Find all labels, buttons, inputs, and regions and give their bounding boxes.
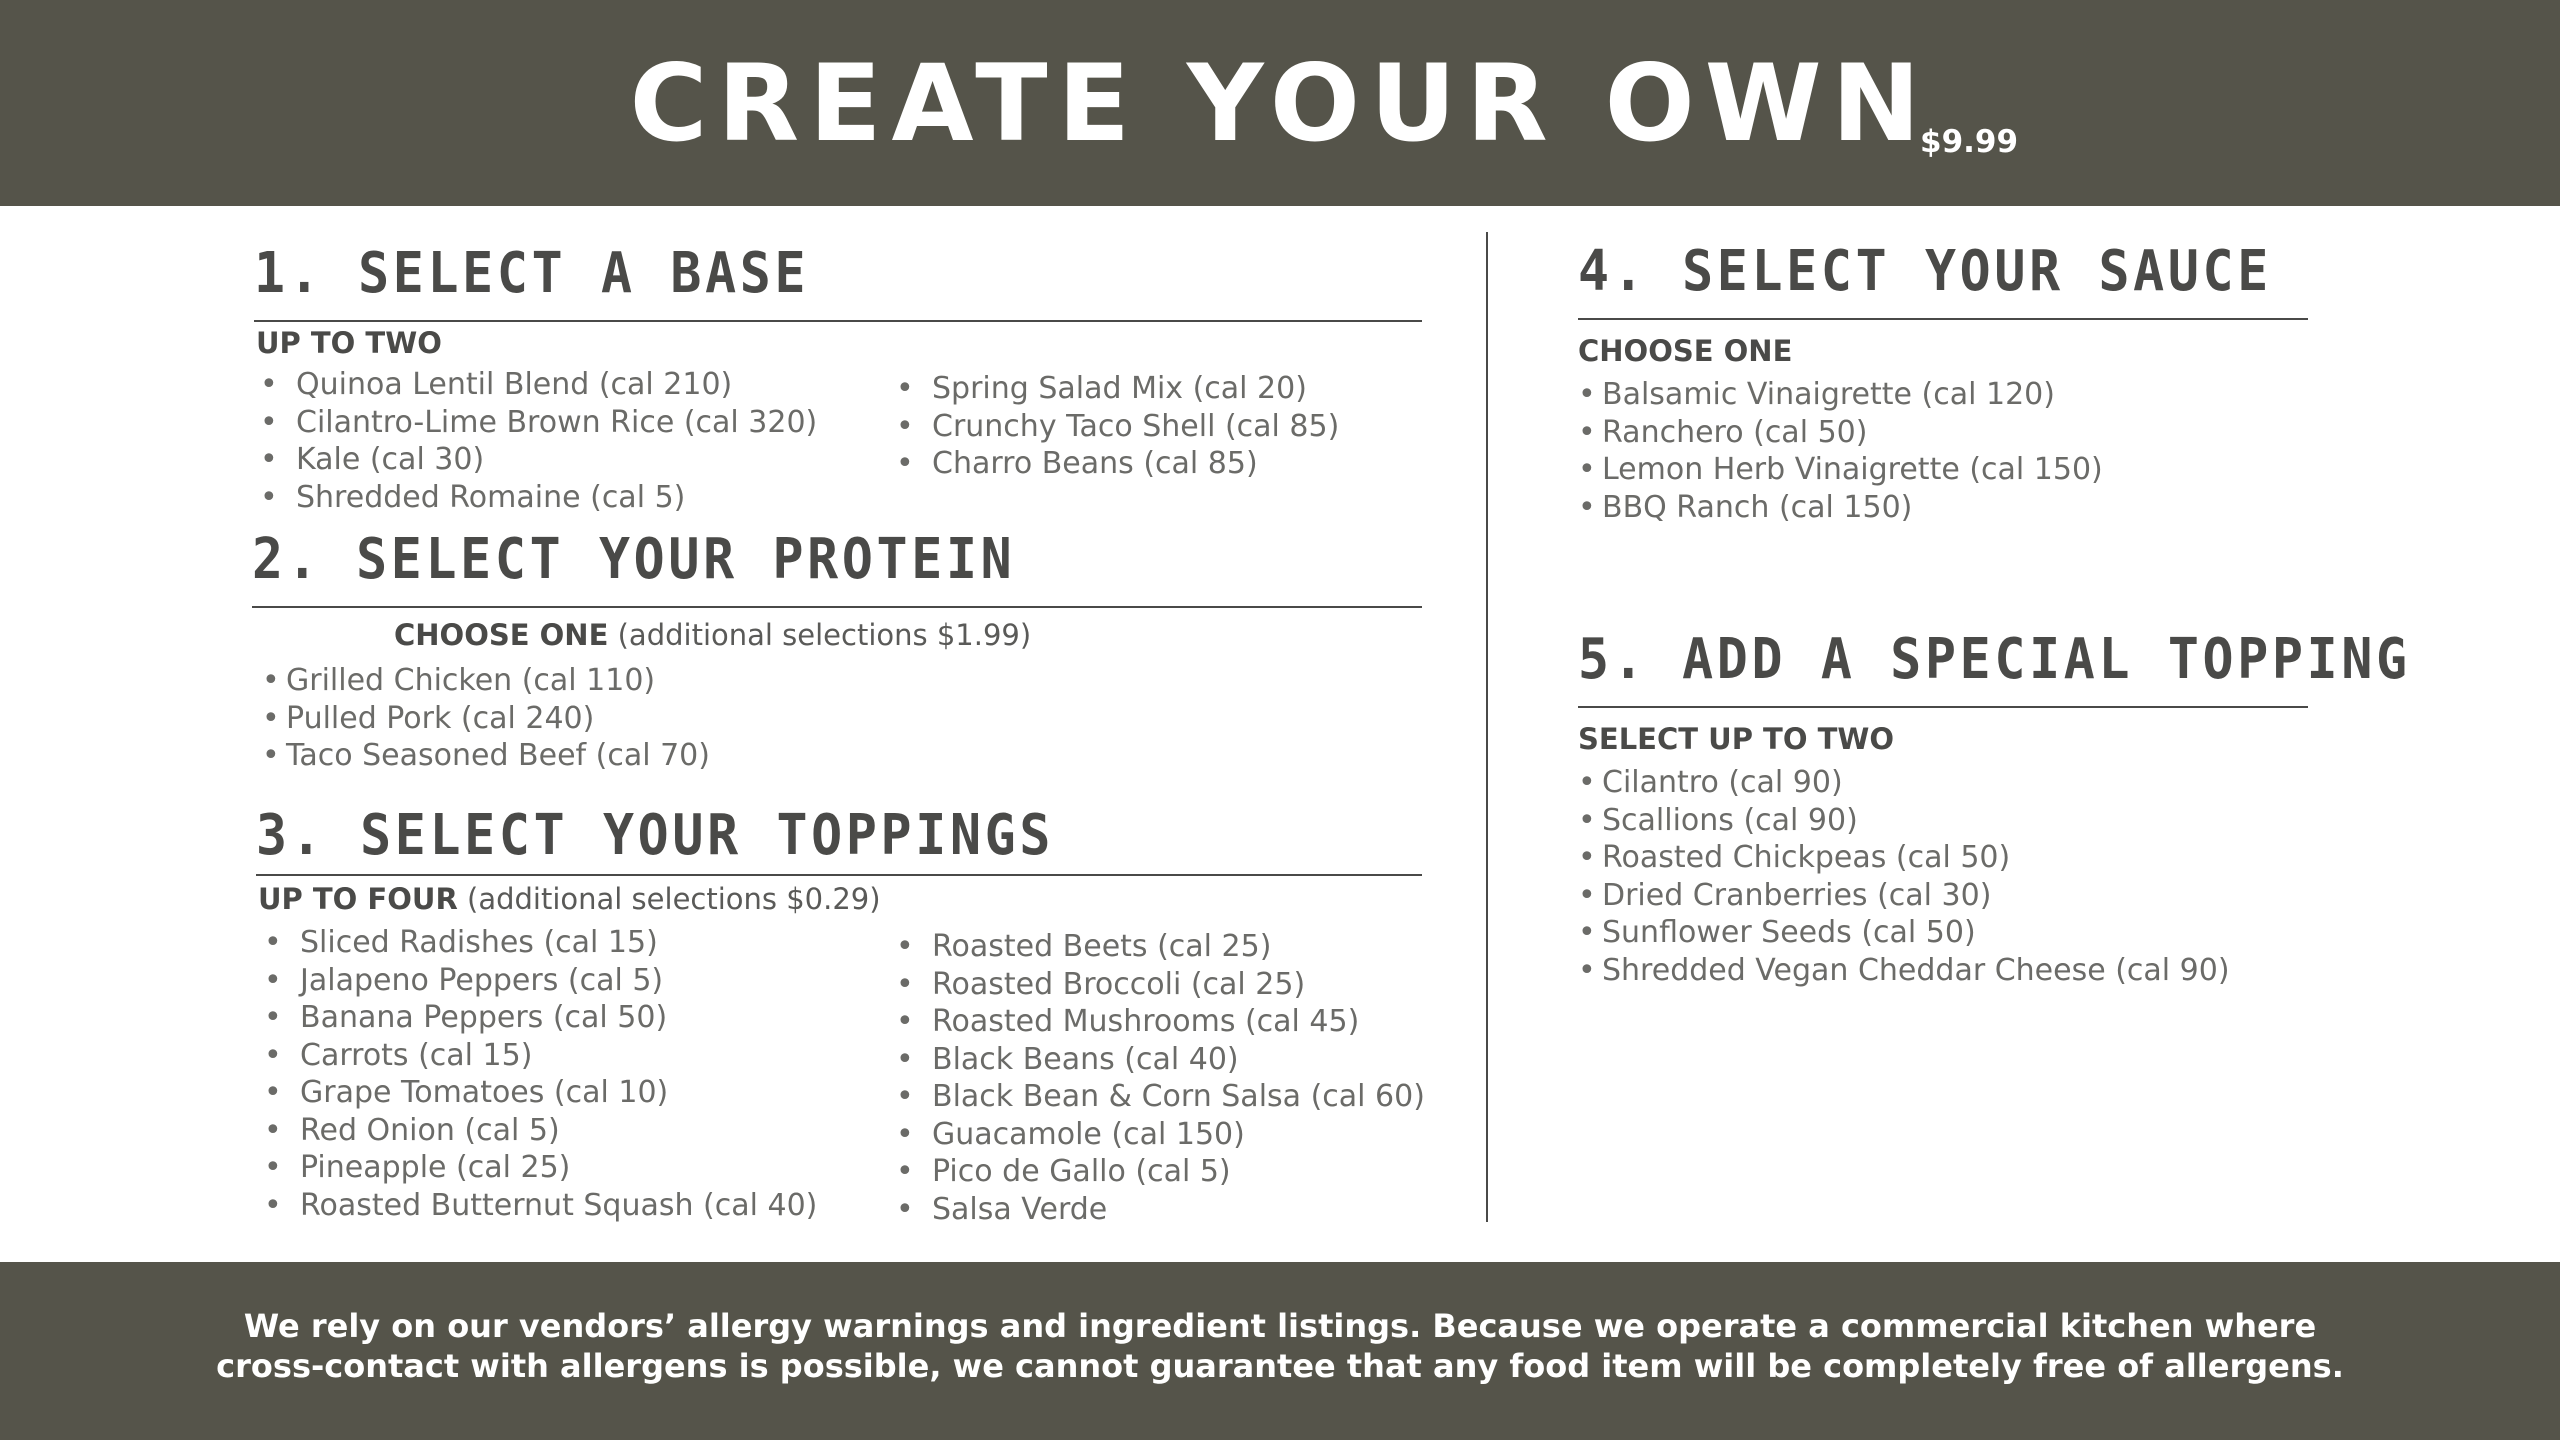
list-item: • Spring Salad Mix (cal 20): [892, 370, 1339, 408]
list-item: • Pulled Pork (cal 240): [262, 700, 710, 738]
disclaimer-line-2: cross-contact with allergens is possible, we cannot guarantee that any food item will be completely free of allergens.: [216, 1347, 2344, 1385]
list-item: • Black Bean & Corn Salsa (cal 60): [892, 1078, 1425, 1116]
list-item: • Black Beans (cal 40): [892, 1041, 1425, 1079]
section-heading-base: 1. SELECT A BASE: [254, 241, 810, 306]
list-item: • Cilantro (cal 90): [1578, 764, 2230, 802]
section-heading-toppings: 3. SELECT YOUR TOPPINGS: [256, 803, 1055, 868]
special-list: [1578, 764, 2230, 989]
list-item: • Cilantro-Lime Brown Rice (cal 320): [256, 404, 817, 442]
section-heading-protein: 2. SELECT YOUR PROTEIN: [252, 527, 1016, 592]
special-rule-label: [1578, 722, 1894, 756]
toppings-list-col1: [260, 924, 817, 1224]
section-heading-special: 5. ADD A SPECIAL TOPPING: [1578, 627, 2411, 692]
toppings-limit-text: UP TO FOUR: [258, 882, 458, 916]
list-item: • BBQ Ranch (cal 150): [1578, 489, 2103, 527]
list-item: • Crunchy Taco Shell (cal 85): [892, 408, 1339, 446]
list-item: • Lemon Herb Vinaigrette (cal 150): [1578, 451, 2103, 489]
list-item: • Roasted Chickpeas (cal 50): [1578, 839, 2230, 877]
base-rule-label: [256, 326, 442, 360]
list-item: • Kale (cal 30): [256, 441, 817, 479]
list-item: • Shredded Romaine (cal 5): [256, 479, 817, 517]
list-item: • Guacamole (cal 150): [892, 1116, 1425, 1154]
section-rule-sauce: [1578, 318, 2308, 320]
protein-limit-text: CHOOSE ONE: [394, 618, 609, 652]
list-item: • Jalapeno Peppers (cal 5): [260, 962, 817, 1000]
list-item: • Banana Peppers (cal 50): [260, 999, 817, 1037]
sauce-rule-label: [1578, 334, 1792, 368]
list-item: • Shredded Vegan Cheddar Cheese (cal 90): [1578, 952, 2230, 990]
list-item: • Sliced Radishes (cal 15): [260, 924, 817, 962]
protein-list: [262, 662, 710, 775]
protein-rule-label: [394, 618, 1031, 652]
list-item: • Roasted Mushrooms (cal 45): [892, 1003, 1425, 1041]
list-item: • Roasted Beets (cal 25): [892, 928, 1425, 966]
column-divider: [1486, 232, 1488, 1222]
sauce-list: [1578, 376, 2103, 526]
list-item: • Taco Seasoned Beef (cal 70): [262, 737, 710, 775]
list-item: • Carrots (cal 15): [260, 1037, 817, 1075]
toppings-extra-note: (additional selections $0.29): [467, 882, 881, 916]
list-item: • Grape Tomatoes (cal 10): [260, 1074, 817, 1112]
list-item: • Roasted Broccoli (cal 25): [892, 966, 1425, 1004]
section-rule-special: [1578, 706, 2308, 708]
allergen-disclaimer: [160, 1306, 2400, 1386]
list-item: • Ranchero (cal 50): [1578, 414, 2103, 452]
list-item: • Roasted Butternut Squash (cal 40): [260, 1187, 817, 1225]
section-rule-toppings: [256, 874, 1422, 876]
disclaimer-line-1: We rely on our vendors’ allergy warnings and ingredient listings. Because we operate a commercial kitchen where: [243, 1307, 2317, 1345]
menu-title: [0, 42, 2560, 165]
menu-price: $9.99: [1920, 124, 2019, 160]
section-rule-base: [254, 320, 1422, 322]
section-rule-protein: [252, 606, 1422, 608]
special-limit-text: SELECT UP TO TWO: [1578, 722, 1894, 756]
protein-extra-note: (additional selections $1.99): [617, 618, 1032, 652]
list-item: • Scallions (cal 90): [1578, 802, 2230, 840]
list-item: • Red Onion (cal 5): [260, 1112, 817, 1150]
toppings-list-col2: [892, 928, 1425, 1228]
list-item: • Pico de Gallo (cal 5): [892, 1153, 1425, 1191]
base-list-col2: [892, 370, 1339, 483]
list-item: • Balsamic Vinaigrette (cal 120): [1578, 376, 2103, 414]
list-item: • Sunflower Seeds (cal 50): [1578, 914, 2230, 952]
list-item: • Grilled Chicken (cal 110): [262, 662, 710, 700]
list-item: • Salsa Verde: [892, 1191, 1425, 1229]
sauce-limit-text: CHOOSE ONE: [1578, 334, 1793, 368]
base-limit-text: UP TO TWO: [256, 326, 442, 360]
toppings-rule-label: [258, 882, 881, 916]
list-item: • Dried Cranberries (cal 30): [1578, 877, 2230, 915]
list-item: • Quinoa Lentil Blend (cal 210): [256, 366, 817, 404]
list-item: • Charro Beans (cal 85): [892, 445, 1339, 483]
list-item: • Pineapple (cal 25): [260, 1149, 817, 1187]
base-list-col1: [256, 366, 817, 516]
section-heading-sauce: 4. SELECT YOUR SAUCE: [1578, 239, 2272, 304]
menu-title-text: CREATE YOUR OWN: [629, 42, 1931, 165]
